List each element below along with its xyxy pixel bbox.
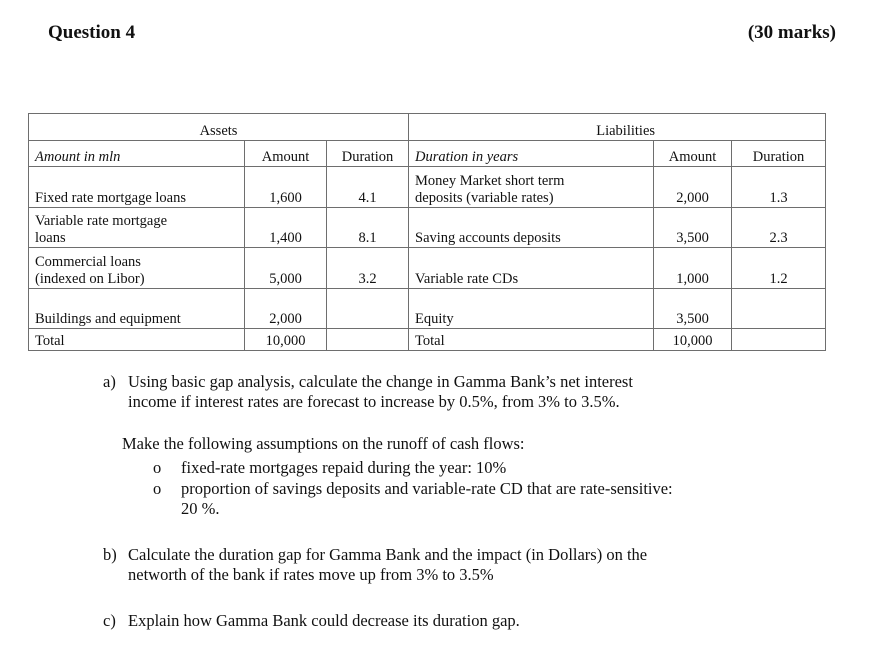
liability-total-amount: 10,000 — [654, 329, 732, 351]
asset-name: Fixed rate mortgage loans — [29, 167, 245, 208]
question-b-line1: Calculate the duration gap for Gamma Bank and the impact (in Dollars) on the — [128, 545, 648, 564]
asset-name — [29, 248, 245, 289]
assumption-text-line2: 20 %. — [181, 499, 220, 518]
question-c-text: Explain how Gamma Bank could decrease its duration gap. — [128, 611, 520, 630]
asset-duration: 3.2 — [327, 248, 409, 289]
table-total-row — [29, 329, 826, 351]
question-b-line2: networth of the bank if rates move up from 3% to 3.5% — [128, 565, 494, 584]
table-group-header-row — [29, 114, 826, 141]
table-row — [29, 167, 826, 208]
table-row — [29, 289, 826, 329]
asset-name-line2: loans — [35, 230, 66, 246]
question-a-line2: income if interest rates are forecast to increase by 0.5%, from 3% to 3.5%. — [128, 392, 620, 411]
asset-duration-empty — [327, 289, 409, 329]
asset-name-line2: (indexed on Libor) — [35, 271, 145, 287]
question-marks: (30 marks) — [747, 22, 836, 43]
liability-amount: 1,000 — [654, 248, 732, 289]
col-header-liability-duration: Duration — [732, 141, 826, 167]
col-header-amount-in-mln: Amount in mln — [29, 141, 245, 167]
liability-duration: 2.3 — [732, 208, 826, 248]
asset-name: Buildings and equipment — [29, 289, 245, 329]
liability-name: Equity — [409, 289, 654, 329]
liability-duration-empty — [732, 289, 826, 329]
assumptions-intro: Make the following assumptions on the runoff of cash flows: — [122, 434, 525, 453]
liability-name: Saving accounts deposits — [409, 208, 654, 248]
liabilities-header: Liabilities — [409, 114, 826, 141]
col-header-liability-amount: Amount — [654, 141, 732, 167]
asset-total-label: Total — [29, 329, 245, 351]
assumption-text: fixed-rate mortgages repaid during the year: 10% — [181, 458, 507, 477]
asset-name — [29, 208, 245, 248]
liability-duration: 1.3 — [732, 167, 826, 208]
liability-name: Variable rate CDs — [409, 248, 654, 289]
table-row — [29, 248, 826, 289]
liability-duration: 1.2 — [732, 248, 826, 289]
table-row — [29, 208, 826, 248]
balance-sheet-table — [28, 113, 826, 351]
col-header-asset-amount: Amount — [245, 141, 327, 167]
liability-amount: 2,000 — [654, 167, 732, 208]
asset-amount: 2,000 — [245, 289, 327, 329]
col-header-asset-duration: Duration — [327, 141, 409, 167]
liability-amount: 3,500 — [654, 289, 732, 329]
liability-name — [409, 167, 654, 208]
asset-duration: 4.1 — [327, 167, 409, 208]
question-b-text — [128, 545, 748, 585]
liability-total-label: Total — [409, 329, 654, 351]
asset-name-line1: Variable rate mortgage — [35, 213, 168, 229]
assets-header: Assets — [29, 114, 409, 141]
col-header-duration-in-years: Duration in years — [409, 141, 654, 167]
asset-amount: 1,600 — [245, 167, 327, 208]
table-column-header-row — [29, 141, 826, 167]
liability-total-duration-empty — [732, 329, 826, 351]
asset-amount: 5,000 — [245, 248, 327, 289]
liability-name-line1: Money Market short term — [415, 173, 565, 189]
question-a-text — [128, 372, 748, 412]
question-a-line1: Using basic gap analysis, calculate the change in Gamma Bank’s net interest — [128, 372, 633, 391]
assumption-text-line1: proportion of savings deposits and variable-rate CD that are rate-sensitive: — [181, 479, 673, 498]
question-title: Question 4 — [48, 22, 136, 43]
question-b-label: b) — [103, 545, 117, 564]
asset-total-amount: 10,000 — [245, 329, 327, 351]
question-c-label: c) — [103, 611, 116, 630]
asset-name-line1: Commercial loans — [35, 254, 141, 270]
bullet-icon: o — [153, 479, 162, 498]
asset-amount: 1,400 — [245, 208, 327, 248]
asset-duration: 8.1 — [327, 208, 409, 248]
liability-amount: 3,500 — [654, 208, 732, 248]
question-a-label: a) — [103, 372, 116, 391]
bullet-icon: o — [153, 458, 162, 477]
liability-name-line2: deposits (variable rates) — [415, 190, 554, 206]
asset-total-duration-empty — [327, 329, 409, 351]
assumption-text — [181, 479, 771, 519]
